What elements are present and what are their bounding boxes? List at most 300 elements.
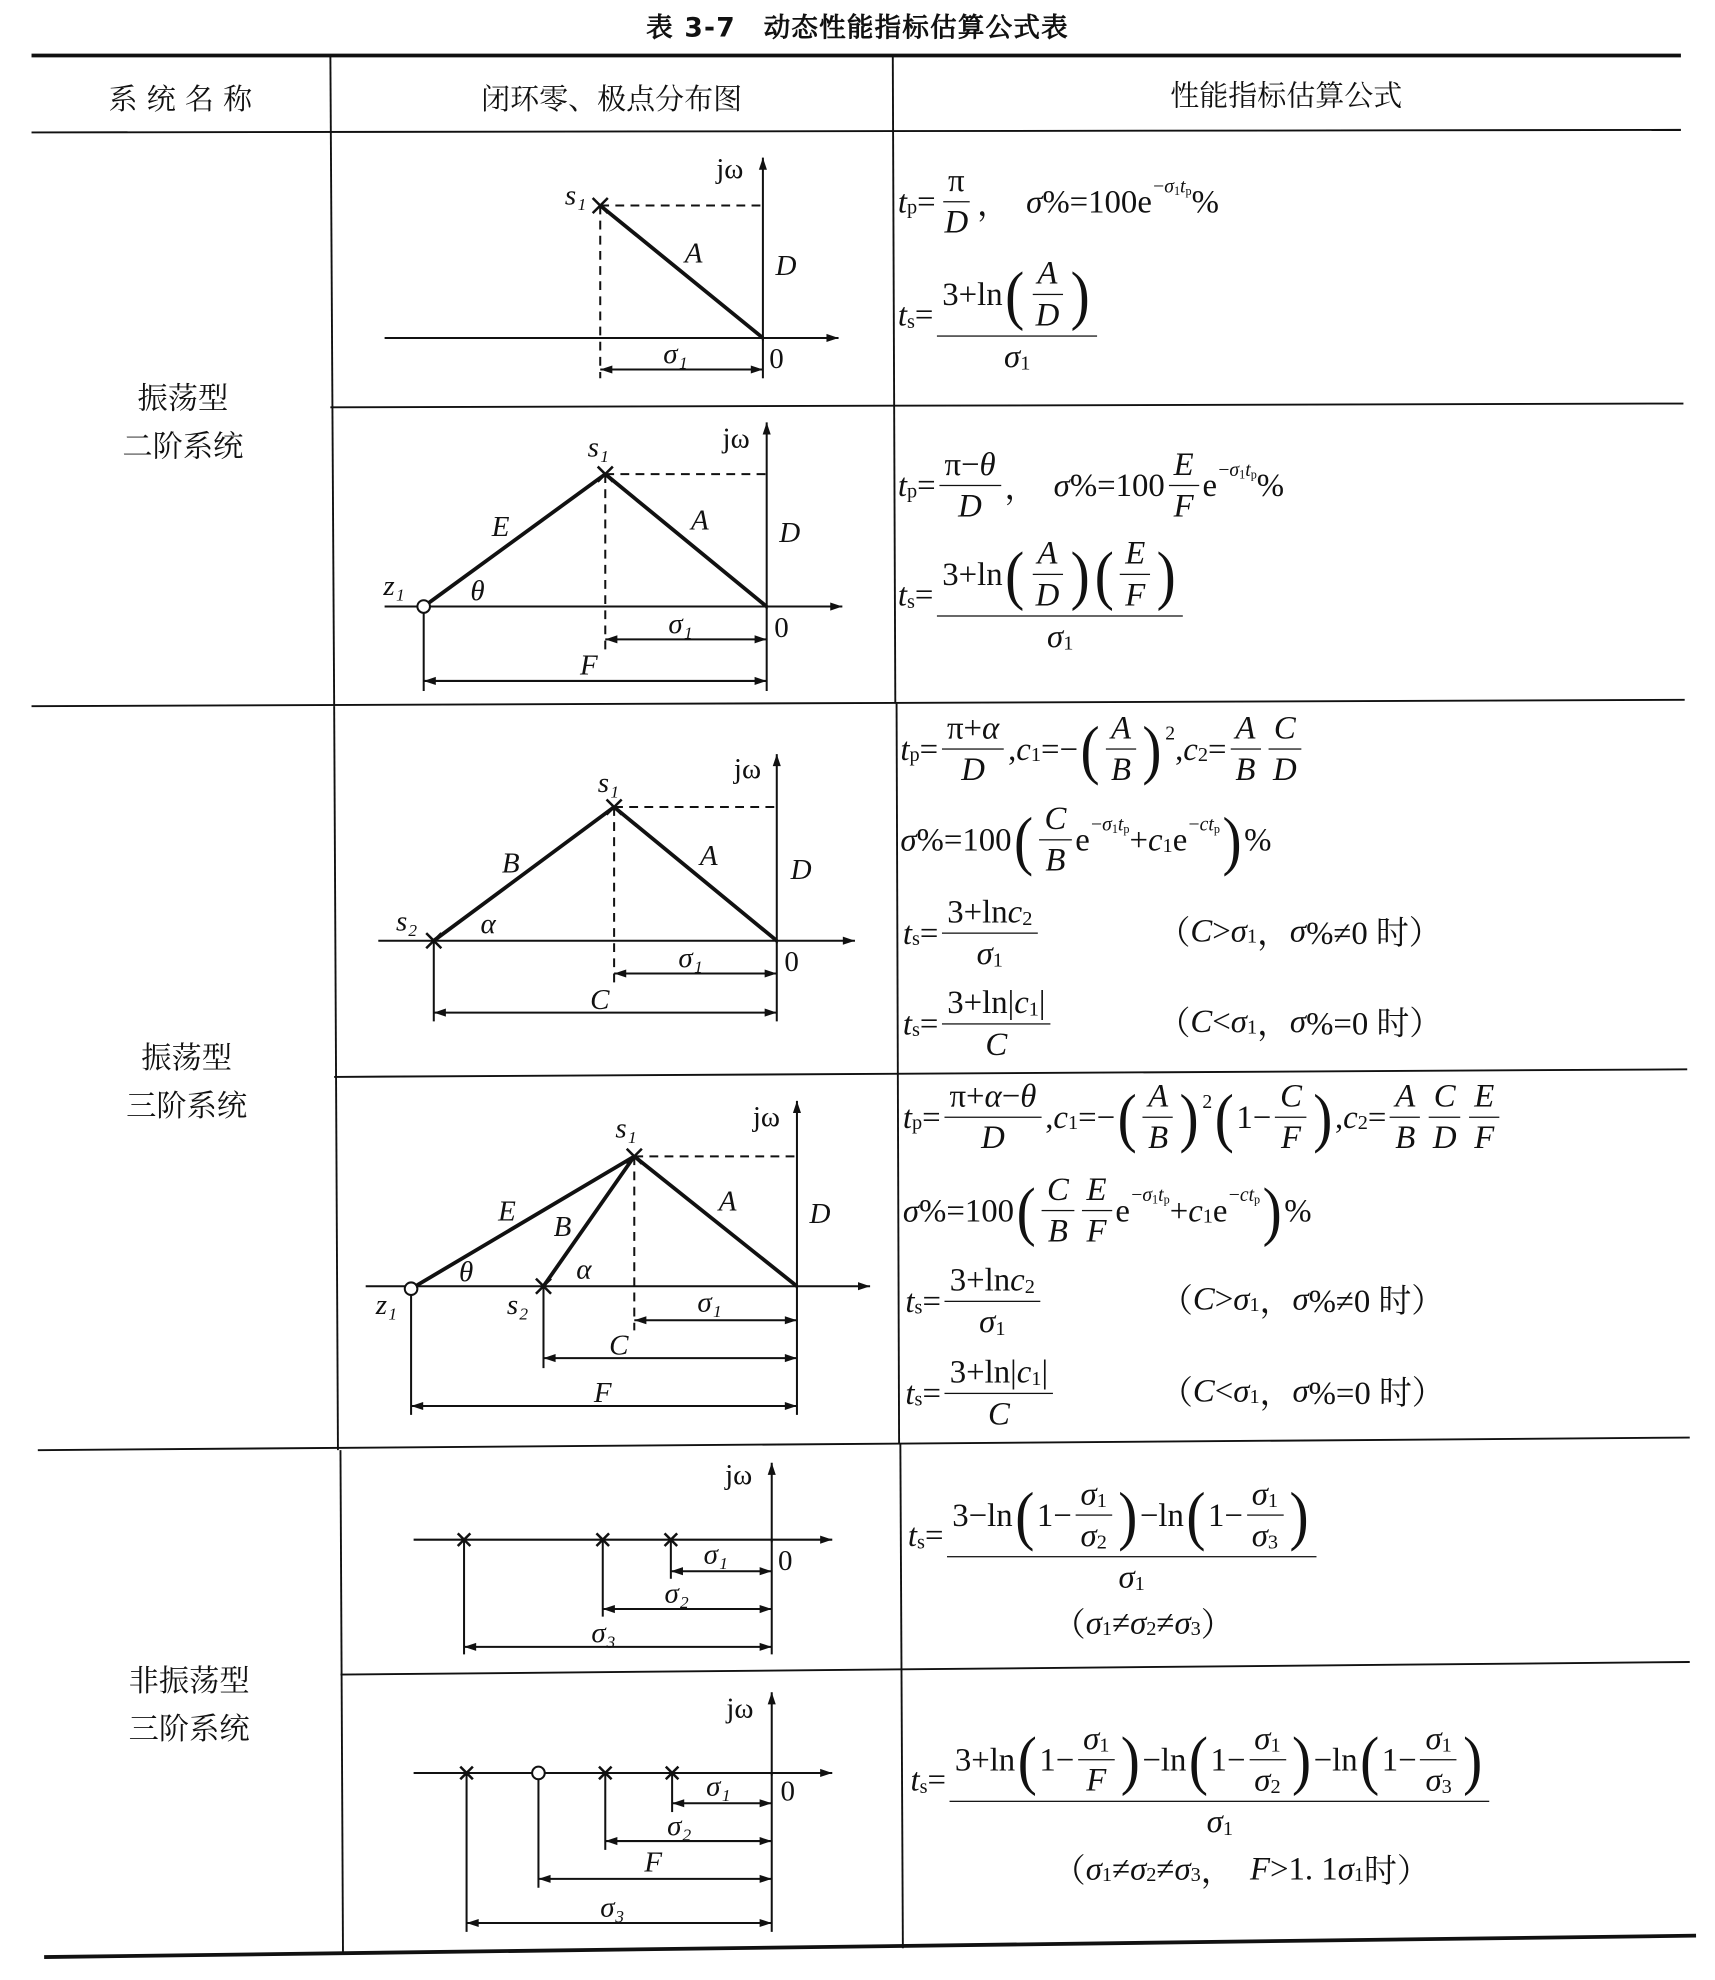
formula-fraction	[1082, 1171, 1112, 1250]
group-line1: 振荡型	[137, 380, 229, 417]
label-s1: s₁	[615, 1112, 637, 1145]
formula-text: |	[1041, 1353, 1049, 1391]
formula-text: <	[1214, 1371, 1234, 1409]
left-paren: (	[1005, 257, 1025, 332]
formula-subscript: 1	[1270, 1734, 1281, 1757]
formula-text: A	[1110, 709, 1131, 746]
formula-subscript: 1	[1173, 184, 1181, 199]
formula-text: ≠	[1112, 1603, 1131, 1641]
right-paren: )	[1070, 257, 1090, 332]
formula-fraction	[1390, 1078, 1420, 1157]
paren-content	[1036, 800, 1220, 879]
formula-variable: c 2	[1010, 1261, 1035, 1299]
formula-text: α	[982, 709, 1000, 746]
formula-superscript	[1202, 1091, 1212, 1114]
formula-text: A	[1395, 1077, 1416, 1115]
formula-paren-group	[1013, 1475, 1140, 1554]
label-s1: s₁	[587, 431, 610, 464]
formula-variable: t p	[1158, 1184, 1170, 1208]
formula-text: F	[1280, 1119, 1302, 1156]
formula-r2-settling	[898, 535, 1187, 656]
right-paren: )	[1070, 537, 1090, 612]
formula-subscript: s	[914, 1297, 923, 1319]
formula-subscript: 1	[1020, 352, 1031, 375]
formula-subscript: 2	[1197, 744, 1208, 767]
label-origin: 0	[769, 343, 784, 376]
formula-variable: t p	[1208, 813, 1220, 837]
formula-text: %=0 时）	[1306, 1005, 1443, 1043]
formula-variable: σ 1	[1142, 1184, 1159, 1208]
formula-text: ，	[1200, 1853, 1250, 1890]
diagram-non-oscillatory-no-zero	[414, 1463, 833, 1655]
fraction-numerator	[937, 535, 1183, 617]
formula-text: B	[1395, 1119, 1416, 1156]
formula-paren-group	[1092, 535, 1178, 614]
formula-text: 1−	[1210, 1740, 1246, 1778]
formula-r4-overshoot	[903, 1171, 1312, 1250]
fraction-numerator	[942, 893, 1037, 933]
formula-paren-group	[1012, 800, 1245, 879]
label-jw: jω	[722, 422, 750, 455]
formula-text: e	[1202, 466, 1218, 504]
formula-text: ,	[1045, 1098, 1054, 1135]
right-paren: )	[1291, 1722, 1312, 1797]
formula-subscript: 2	[1146, 1864, 1157, 1887]
formula-variable: t s	[907, 1516, 925, 1554]
formula-superscript	[1165, 723, 1175, 746]
fraction-denominator	[1230, 750, 1260, 789]
right-paren: )	[1222, 802, 1242, 877]
formula-variable: σ 1	[1118, 1558, 1145, 1596]
diagram-4-labels	[375, 1101, 831, 1409]
formula-variable: σ 1	[976, 935, 1003, 972]
formula-variable: c 2	[1343, 1098, 1368, 1135]
formula-subscript: 1	[992, 949, 1003, 972]
fraction-denominator	[1202, 1802, 1238, 1841]
formula-text: %≠0 时）	[1306, 914, 1442, 952]
formula-text: B	[1047, 1212, 1068, 1250]
formula-subscript: 1	[1222, 1817, 1233, 1840]
formula-text: 2	[1165, 722, 1176, 745]
formula-text: =	[922, 1374, 941, 1412]
fraction-denominator	[974, 1302, 1010, 1341]
label-D: D	[775, 249, 797, 282]
formula-text: ，	[1004, 469, 1054, 507]
formula-subscript: 1	[1246, 1017, 1258, 1039]
group-line1: 振荡型	[141, 1040, 233, 1076]
formula-text: π+	[949, 1077, 985, 1115]
fraction-numerator	[1469, 1078, 1499, 1118]
formula-subscript: 1	[995, 1317, 1006, 1340]
diagram-5-labels	[591, 1459, 792, 1649]
formula-text: C	[1190, 911, 1213, 949]
formula-variable: t s	[905, 1282, 923, 1320]
label-z1: z₁	[383, 570, 405, 603]
fraction-numerator	[1076, 1475, 1112, 1515]
fraction-numerator	[947, 1475, 1316, 1557]
formula-text: C	[987, 1395, 1010, 1432]
zero-circle-icon	[417, 600, 430, 613]
formula-text: =	[922, 1098, 941, 1135]
formula-text: （	[1160, 1283, 1193, 1320]
header-formulas: 性能指标估算公式	[1170, 80, 1403, 113]
paren-content	[1139, 1078, 1177, 1157]
formula-r4-peak	[903, 1078, 1503, 1157]
formula-fraction	[1039, 800, 1071, 879]
formula-variable: c 1	[1053, 1098, 1079, 1135]
fraction-numerator	[1039, 800, 1071, 840]
formula-variable: c	[1239, 1184, 1249, 1206]
formula-subscript: 1	[1030, 744, 1041, 767]
formula-fraction	[942, 984, 1050, 1063]
fraction-numerator	[942, 984, 1050, 1024]
label-A: A	[684, 237, 703, 270]
formula-text: D	[944, 203, 969, 241]
left-paren: (	[1017, 1722, 1037, 1797]
formula-variable: t p	[900, 730, 920, 767]
formula-fraction	[1420, 1720, 1456, 1799]
formula-variable: t s	[902, 1005, 920, 1042]
condition-r3-a	[1158, 907, 1442, 954]
formula-fraction	[937, 255, 1097, 376]
formula-variable: σ 3	[1174, 1849, 1201, 1887]
formula-variable: t p	[897, 466, 918, 504]
condition-r5	[1053, 1600, 1234, 1647]
formula-text: A	[1235, 709, 1256, 746]
left-paren: (	[1186, 1478, 1206, 1553]
formula-fraction	[1031, 535, 1065, 614]
fraction-denominator	[999, 337, 1035, 376]
group-line1: 非振荡型	[128, 1663, 250, 1699]
formula-text: 1−	[1381, 1740, 1417, 1778]
formula-subscript: 1	[1134, 1573, 1145, 1595]
right-paren: )	[1313, 1080, 1333, 1155]
formula-subscript: p	[909, 744, 920, 767]
formula-text: π−	[944, 445, 980, 483]
formula-fraction	[950, 1720, 1490, 1841]
formula-variable: σ 1	[1425, 1720, 1452, 1757]
fraction-numerator	[1169, 446, 1199, 486]
formula-variable: t p	[902, 1098, 923, 1135]
formula-variable: σ 1	[1254, 1720, 1281, 1757]
formula-subscript: 1	[1162, 835, 1173, 858]
formula-text: D	[958, 487, 982, 524]
label-s1: s₁	[597, 766, 620, 799]
formula-variable: σ 1	[1230, 911, 1258, 949]
formula-variable: σ 3	[1174, 1603, 1201, 1641]
formula-text: B	[1148, 1119, 1169, 1156]
formula-text: ,	[1334, 1098, 1344, 1135]
formula-text: C	[1273, 709, 1296, 746]
formula-text: %	[1256, 466, 1285, 504]
label-B: B	[501, 847, 520, 880]
formula-variable: σ 1	[1206, 1803, 1233, 1840]
right-paren: )	[1463, 1722, 1483, 1797]
fraction-numerator	[943, 162, 970, 202]
fraction-numerator	[945, 1354, 1053, 1394]
formula-text: D	[1035, 296, 1060, 333]
formula-text: ，	[1257, 914, 1290, 952]
formula-text: e	[1172, 820, 1188, 858]
paren-content	[1236, 1078, 1310, 1157]
fraction-denominator	[1247, 1516, 1283, 1555]
formula-text: B	[1235, 750, 1256, 788]
label-z1: z₁	[375, 1288, 398, 1321]
formula-subscript: 2	[1022, 908, 1033, 930]
label-jw: jω	[726, 1692, 754, 1725]
formula-fraction	[1275, 1078, 1307, 1157]
fraction-denominator	[1469, 1118, 1499, 1157]
formula-text: σ	[1026, 182, 1043, 220]
formula-r1-peak-overshoot	[898, 162, 1219, 241]
formula-text: σ	[1289, 911, 1307, 949]
formula-text: 3+ln	[949, 1261, 1011, 1299]
fraction-numerator	[1247, 1475, 1283, 1515]
formula-text: −	[1131, 1184, 1143, 1206]
formula-superscript	[1218, 459, 1256, 482]
formula-variable: σ 3	[1425, 1761, 1452, 1799]
formula-subscript: p	[906, 481, 918, 503]
formula-text: （	[1157, 1005, 1191, 1043]
formula-subscript: 1	[1202, 1206, 1213, 1228]
formula-text: =	[914, 576, 934, 613]
formula-subscript: 1	[1099, 1734, 1110, 1757]
fraction-numerator	[1249, 1720, 1285, 1760]
formula-subscript: p	[911, 1113, 923, 1135]
formula-text: %=0 时）	[1308, 1375, 1445, 1412]
label-sigma1: σ₁	[697, 1286, 722, 1319]
formula-text: B	[1045, 841, 1066, 879]
label-F: F	[644, 1846, 663, 1879]
label-E: E	[491, 510, 510, 543]
fraction-numerator	[1429, 1078, 1461, 1118]
paren-content	[1102, 709, 1140, 788]
formula-text: −	[1188, 813, 1200, 836]
label-s1: s₁	[564, 179, 587, 212]
formula-text: %=100	[1069, 466, 1165, 504]
formula-variable: σ 1	[1080, 1475, 1107, 1512]
table-rules	[32, 55, 1697, 1957]
formula-text: B	[1110, 750, 1131, 788]
fraction-denominator	[980, 1025, 1012, 1064]
fraction-numerator	[939, 446, 1000, 486]
fraction-denominator	[953, 486, 987, 525]
formula-fraction	[1106, 709, 1136, 788]
diagram-2-labels	[382, 423, 800, 682]
fraction-denominator	[1040, 840, 1070, 879]
formula-text: F	[1125, 576, 1146, 613]
formula-subscript: 1	[1031, 1368, 1042, 1390]
formula-text: σ	[900, 820, 917, 858]
formula-subscript: 3	[1441, 1776, 1452, 1798]
formula-fraction	[944, 1078, 1041, 1157]
formula-text: <	[1212, 1002, 1231, 1040]
formula-superscript	[1131, 1184, 1169, 1207]
formula-text: 1−	[1036, 1496, 1072, 1533]
label-s2: s₂	[506, 1288, 529, 1321]
formula-text: =	[927, 1761, 946, 1799]
formula-text: D	[1273, 750, 1297, 788]
formula-text: E	[1086, 1170, 1107, 1208]
formula-subscript: 1	[1067, 1113, 1079, 1135]
formula-text: 3+ln	[942, 275, 1003, 313]
fraction-denominator	[976, 1118, 1010, 1157]
diagram-6-labels	[600, 1692, 795, 1923]
label-alpha: α	[480, 908, 496, 941]
formula-text: 1−	[1208, 1496, 1243, 1533]
fraction-numerator	[1106, 709, 1136, 749]
formula-fraction	[1247, 1475, 1283, 1554]
formula-fraction	[942, 709, 1004, 788]
formula-text: ）	[1200, 1607, 1234, 1644]
formula-variable: c 2	[1007, 893, 1033, 930]
label-jw: jω	[725, 1459, 753, 1492]
right-paren: )	[1262, 1173, 1282, 1248]
formula-text: 3−ln	[952, 1496, 1013, 1533]
left-paren: (	[1080, 712, 1100, 787]
fraction-numerator	[1390, 1078, 1420, 1118]
formula-variable: c 1	[1147, 820, 1173, 858]
formula-r2-peak-overshoot	[898, 446, 1284, 525]
formula-variable: σ 2	[1254, 1761, 1281, 1799]
formula-variable: σ 1	[1085, 1849, 1113, 1887]
label-sigma3: σ₃	[600, 1891, 625, 1924]
label-A: A	[718, 1185, 737, 1218]
formula-variable: σ 1	[1233, 1371, 1260, 1409]
formula-fraction	[942, 893, 1037, 972]
formula-text: >1. 1	[1270, 1849, 1338, 1887]
formula-paren-group	[1003, 535, 1093, 614]
fraction-denominator	[1420, 1760, 1456, 1799]
formula-text: +	[1169, 1191, 1189, 1229]
formula-text: ，	[1259, 1375, 1293, 1412]
fraction-numerator	[1082, 1171, 1112, 1211]
group-line2: 三阶系统	[128, 1711, 250, 1747]
formula-text: =−	[1078, 1098, 1116, 1135]
formula-subscript: p	[1250, 468, 1257, 482]
formula-variable: σ 1	[1229, 459, 1246, 482]
label-C: C	[590, 983, 610, 1016]
formula-text: >	[1214, 1279, 1234, 1317]
label-s2: s₂	[395, 905, 418, 938]
formula-text: e	[1115, 1191, 1130, 1229]
formula-text: F	[1086, 1212, 1107, 1250]
label-sigma1: σ₁	[668, 608, 693, 641]
fraction-denominator	[1120, 575, 1150, 614]
formula-variable: t p	[1117, 813, 1130, 837]
formula-text: 3+ln|	[947, 984, 1015, 1021]
formula-subscript: s	[911, 1019, 920, 1042]
formula-r3-peak	[900, 709, 1305, 788]
label-origin: 0	[778, 1544, 793, 1577]
formula-text: D	[1035, 576, 1060, 613]
formula-text: ≠	[1156, 1603, 1175, 1641]
formula-text: ，	[1257, 1005, 1290, 1043]
label-theta: θ	[459, 1256, 474, 1289]
formula-text: （	[1052, 1853, 1086, 1890]
formula-variable: t s	[897, 576, 915, 613]
formula-text: C	[1433, 1077, 1456, 1115]
formula-text: π	[947, 162, 965, 199]
label-F: F	[580, 649, 598, 682]
fraction-numerator	[1032, 535, 1062, 575]
formula-subscript: 2	[1024, 1276, 1035, 1298]
formula-variable: σ 1	[1102, 813, 1118, 837]
formula-text: 3+ln	[947, 893, 1008, 930]
label-jw: jω	[733, 753, 762, 786]
paren-content	[1382, 1720, 1461, 1799]
formula-variable: t p	[1245, 459, 1257, 482]
left-paren: (	[1094, 537, 1114, 612]
formula-subscript: 2	[1357, 1113, 1368, 1135]
right-paren: )	[1118, 1478, 1138, 1553]
formula-text: F	[1086, 1761, 1107, 1799]
formula-subscript: 1	[1249, 1386, 1260, 1409]
condition-r4-a	[1160, 1276, 1444, 1323]
formula-text: 时）	[1364, 1853, 1430, 1890]
label-E: E	[498, 1195, 516, 1228]
formula-variable: c 2	[1183, 730, 1208, 767]
formula-text: π+	[946, 709, 983, 746]
formula-text: −	[1153, 175, 1165, 198]
formula-variable: c 1	[1016, 1353, 1042, 1391]
formula-text: %=100	[916, 820, 1012, 858]
formula-subscript: 1	[1441, 1734, 1452, 1757]
formula-text: %=100e	[1042, 182, 1152, 220]
formula-subscript: 1	[1101, 1618, 1113, 1641]
left-paren: (	[1360, 1722, 1380, 1797]
formula-r1-settling	[898, 255, 1101, 376]
diagram-third-order-with-zero	[366, 1101, 870, 1415]
paren-content	[1116, 535, 1154, 614]
formula-variable: σ 1	[1004, 337, 1031, 375]
fraction-numerator	[945, 1262, 1040, 1302]
formula-text: θ	[1020, 1077, 1037, 1115]
label-theta: θ	[470, 575, 485, 608]
formula-variable: σ 1	[1233, 1279, 1260, 1317]
label-sigma3: σ₃	[591, 1616, 616, 1649]
diagram-second-order-with-zero	[385, 422, 843, 691]
formula-text: D	[981, 1119, 1005, 1156]
left-paren: (	[1015, 1478, 1035, 1553]
formula-text: C	[1192, 1371, 1215, 1409]
formula-subscript: s	[917, 1531, 925, 1554]
formula-variable: σ 1	[1083, 1720, 1110, 1757]
diagram-3-labels	[396, 753, 812, 1016]
formula-variable: t p	[897, 182, 918, 220]
formula-subscript: s	[906, 590, 915, 613]
formula-text: >	[1212, 911, 1231, 949]
fraction-numerator	[1420, 1720, 1456, 1760]
formula-variable: σ 2	[1080, 1516, 1107, 1554]
formula-subscript: 2	[1270, 1776, 1281, 1798]
formula-text: F	[1474, 1119, 1495, 1156]
formula-text: =	[919, 1005, 939, 1042]
formula-text: =	[917, 182, 936, 220]
formula-variable: t s	[910, 1761, 928, 1799]
formula-text: %=100	[919, 1191, 1015, 1229]
formula-variable: t s	[902, 914, 920, 951]
fraction-numerator	[1143, 1078, 1173, 1118]
formula-text: α	[984, 1077, 1002, 1115]
left-paren: (	[1005, 537, 1025, 612]
formula-superscript	[1153, 176, 1191, 199]
formula-variable: c 1	[1016, 730, 1041, 767]
formula-text: σ	[1289, 1002, 1307, 1040]
formula-text: −	[1218, 459, 1230, 481]
formula-paren-group	[1184, 1475, 1311, 1554]
fraction-numerator	[1032, 255, 1062, 295]
